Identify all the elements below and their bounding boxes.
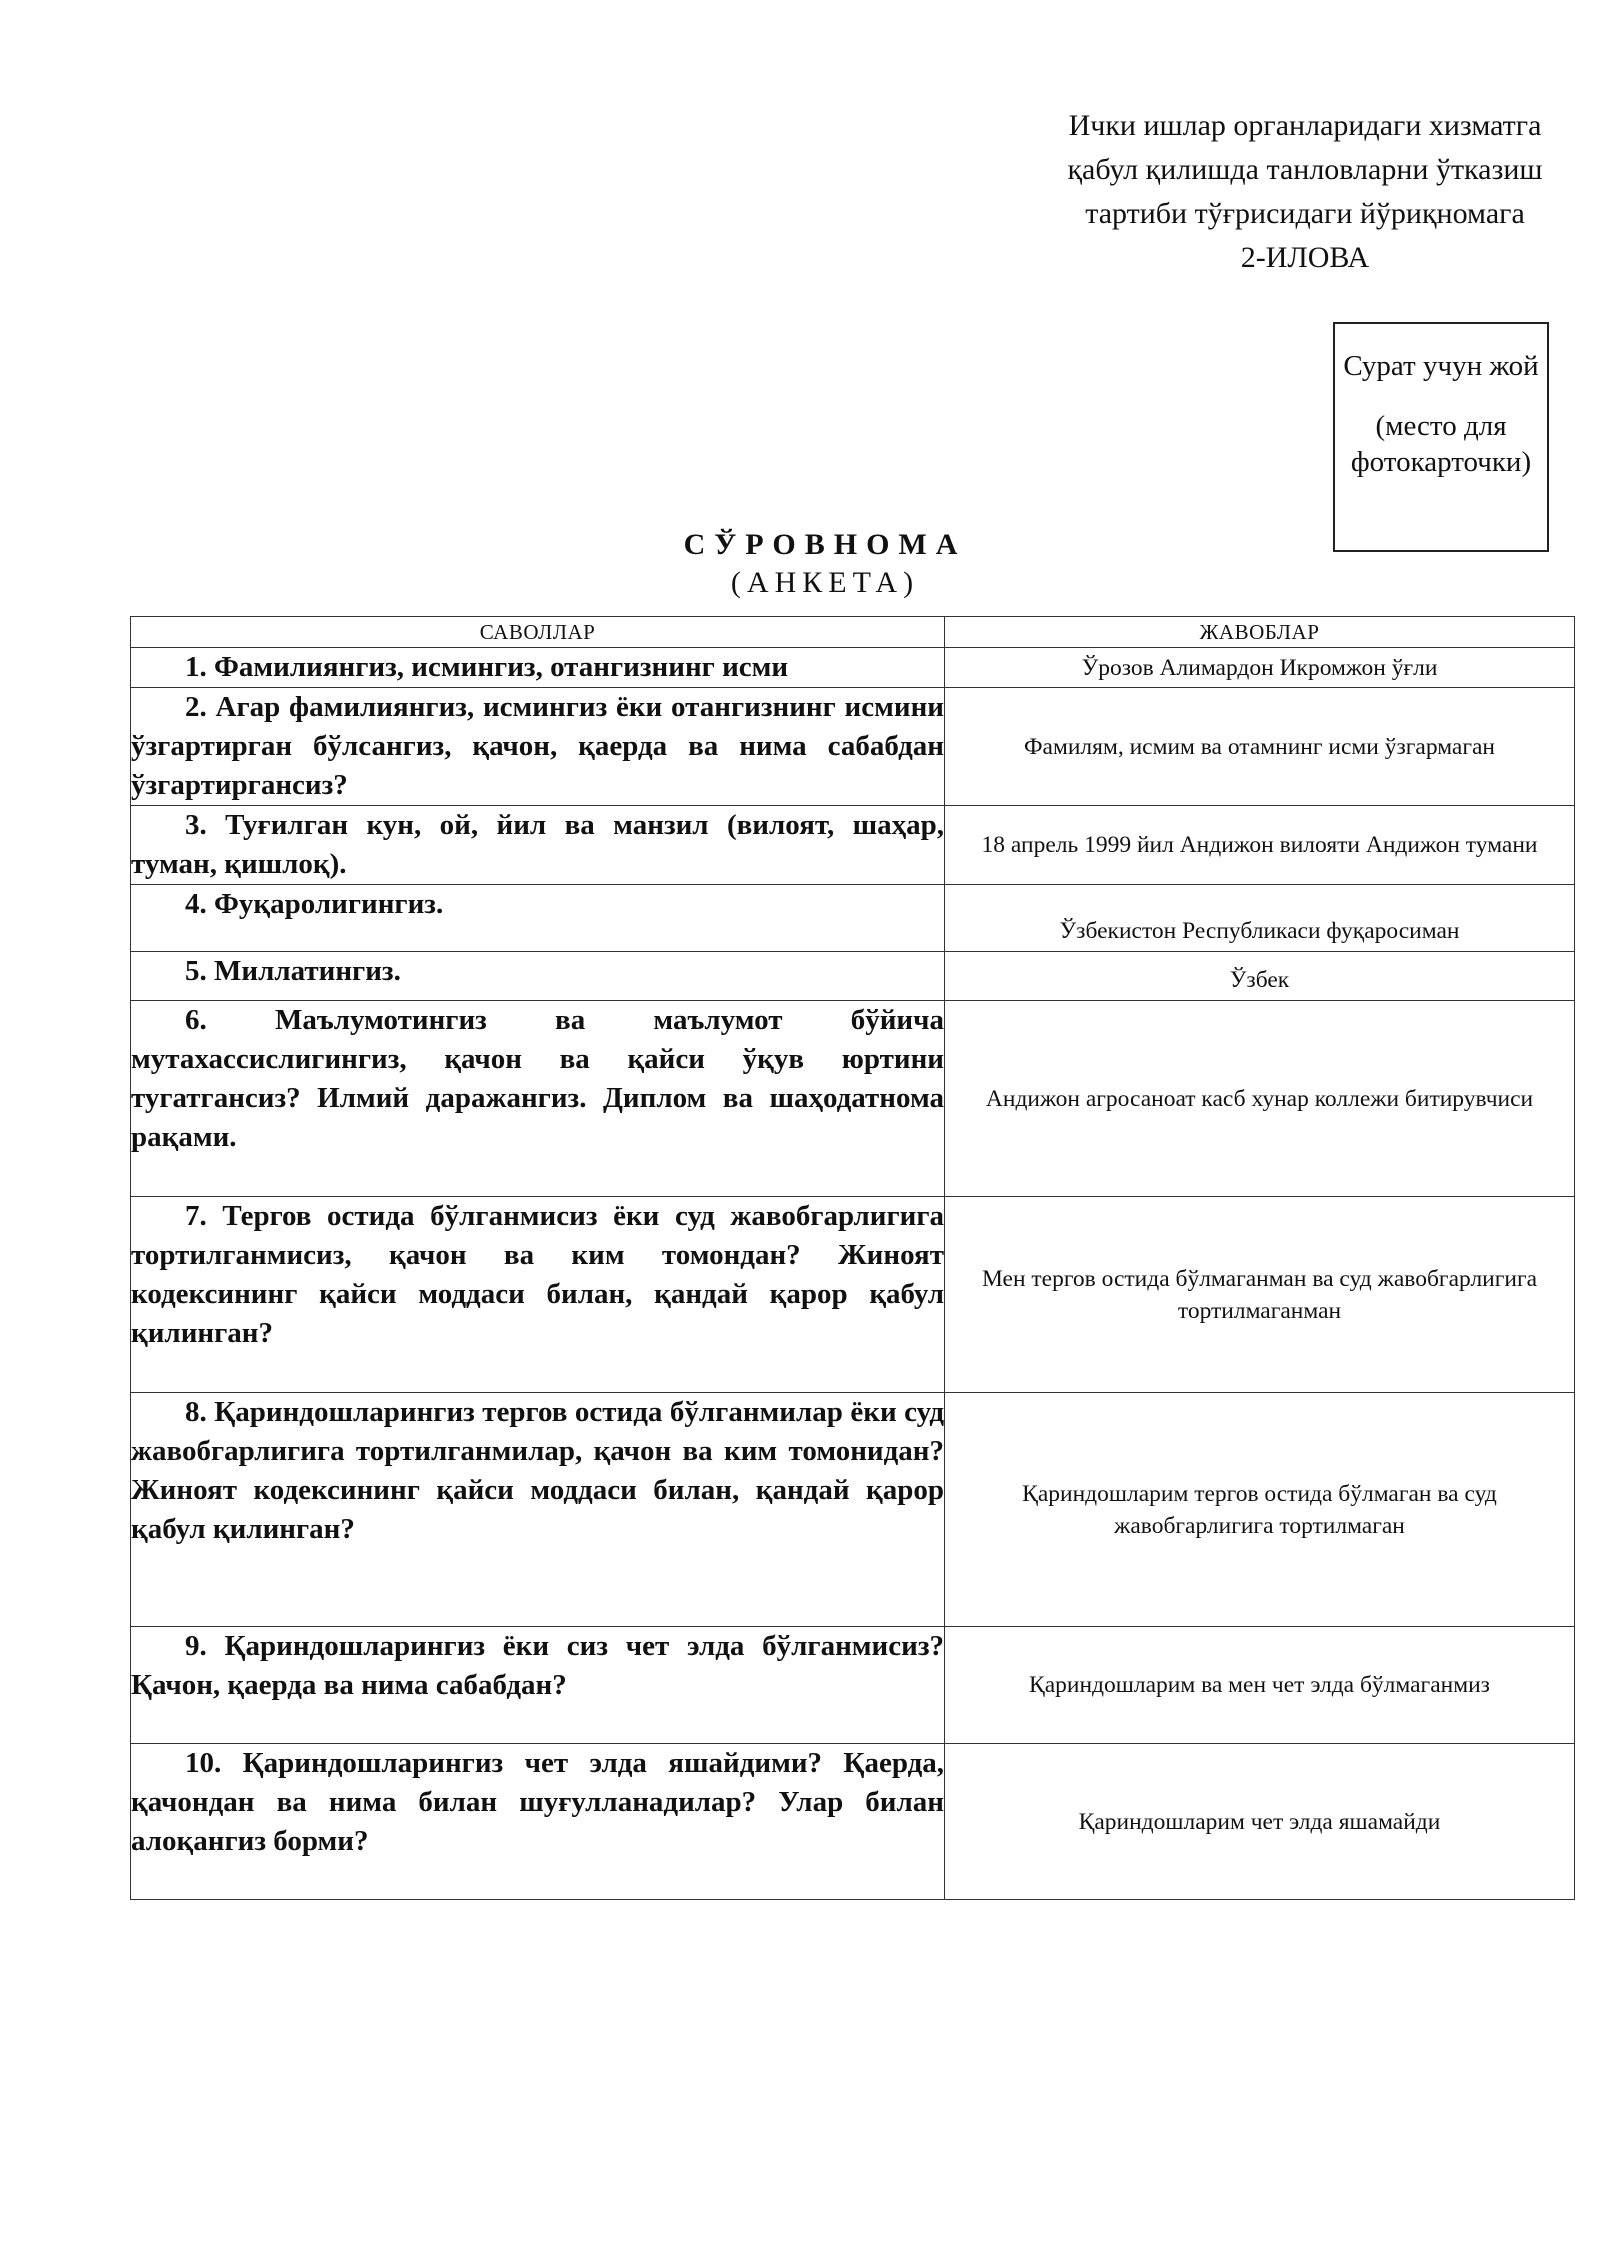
question-text: 2. Агар фамилиянгиз, исмингиз ёки отангизнинг исмини ўзгартирган бўлсангиз, қачон, қаерда ва нима сабабдан ўзгартиргансиз? (131, 691, 944, 801)
questions-column-header: САВОЛЛАР (131, 617, 945, 648)
question-text: 7. Тергов остида бўлганмисиз ёки суд жавобгарлигига тортилганмисиз, қачон ва ким томондан? Жиноят кодексининг қайси моддаси билан, қандай қарор қабул қилинган? (131, 1200, 944, 1349)
question-text: 3. Туғилган кун, ой, йил ва манзил (вилоят, шаҳар, туман, қишлоқ). (131, 809, 944, 880)
table-row (131, 1744, 1575, 1900)
question-cell (131, 952, 945, 1001)
question-text: 5. Миллатингиз. (185, 955, 401, 987)
answers-column-header: ЖАВОБЛАР (945, 617, 1575, 648)
appendix-number: 2-ИЛОВА (1240, 241, 1370, 274)
photo-label-uz: Сурат учун жой (1343, 350, 1539, 382)
questionnaire-table (130, 616, 1575, 1900)
question-text: 6. Маълумотингиз ва маълумот бўйича мутахассислигингиз, қачон ва қайси ўқув юртини тугатгансиз? Илмий даражангиз. Диплом ва шаҳодатнома рақами. (131, 1004, 944, 1153)
question-text: 9. Қариндошларингиз ёки сиз чет элда бўлганмисиз? Қачон, қаерда ва нима сабабдан? (131, 1630, 944, 1701)
answer-cell: Мен тергов остида бўлмаганман ва суд жавобгарлигига тортилмаганман (945, 1197, 1575, 1393)
question-text: 1. Фамилиянгиз, исмингиз, отангизнинг исми (185, 651, 789, 683)
document-title: СЎРОВНОМА (683, 528, 967, 561)
table-row (131, 952, 1575, 1001)
appendix-header (1035, 104, 1575, 280)
answer-cell: Қариндошларим чет элда яшамайди (945, 1744, 1575, 1900)
appendix-header-line: Ички ишлар органларидаги хизматга (1068, 109, 1542, 142)
photo-placeholder (1333, 322, 1549, 552)
question-cell (131, 688, 945, 806)
question-cell (131, 1001, 945, 1197)
question-cell (131, 806, 945, 885)
question-text: 10. Қариндошларингиз чет элда яшайдими? Қаерда, қачондан ва нима билан шуғулланадилар? Улар билан алоқангиз борми? (131, 1747, 944, 1857)
table-row (131, 1001, 1575, 1197)
document-subtitle: (АНКЕТА) (730, 566, 920, 599)
appendix-header-line: тартиби тўғрисидаги йўриқномага (1085, 197, 1525, 230)
question-cell (131, 1627, 945, 1744)
answer-cell: Фамилям, исмим ва отамнинг исми ўзгармаган (945, 688, 1575, 806)
question-cell (131, 648, 945, 688)
table-row (131, 806, 1575, 885)
table-header-row (131, 617, 1575, 648)
question-cell (131, 1744, 945, 1900)
table-row (131, 1627, 1575, 1744)
answer-cell: Ўзбекистон Республикаси фуқаросиман (945, 885, 1575, 952)
table-row (131, 688, 1575, 806)
table-row (131, 885, 1575, 952)
photo-label-ru: (место для фотокарточки) (1350, 410, 1532, 478)
question-text: 4. Фуқаролигингиз. (185, 888, 444, 920)
table-row (131, 1393, 1575, 1627)
table-row (131, 1197, 1575, 1393)
table-row (131, 648, 1575, 688)
answer-cell: Қариндошларим ва мен чет элда бўлмаганмиз (945, 1627, 1575, 1744)
answer-cell: Қариндошларим тергов остида бўлмаган ва суд жавобгарлигига тортилмаган (945, 1393, 1575, 1627)
answer-cell: Ўзбек (945, 952, 1575, 1001)
question-cell (131, 1393, 945, 1627)
question-cell (131, 885, 945, 952)
answer-cell: Андижон агросаноат касб хунар коллежи битирувчиси (945, 1001, 1575, 1197)
appendix-header-line: қабул қилишда танловларни ўтказиш (1067, 153, 1543, 186)
question-cell (131, 1197, 945, 1393)
answer-cell: Ўрозов Алимардон Икромжон ўғли (945, 648, 1575, 688)
answer-cell: 18 апрель 1999 йил Андижон вилояти Андижон тумани (945, 806, 1575, 885)
question-text: 8. Қариндошларингиз тергов остида бўлганмилар ёки суд жавобгарлигига тортилганмилар, қачон ва ким томонидан? Жиноят кодексининг қайси моддаси билан, қандай қарор қабул қилинган? (131, 1396, 944, 1545)
